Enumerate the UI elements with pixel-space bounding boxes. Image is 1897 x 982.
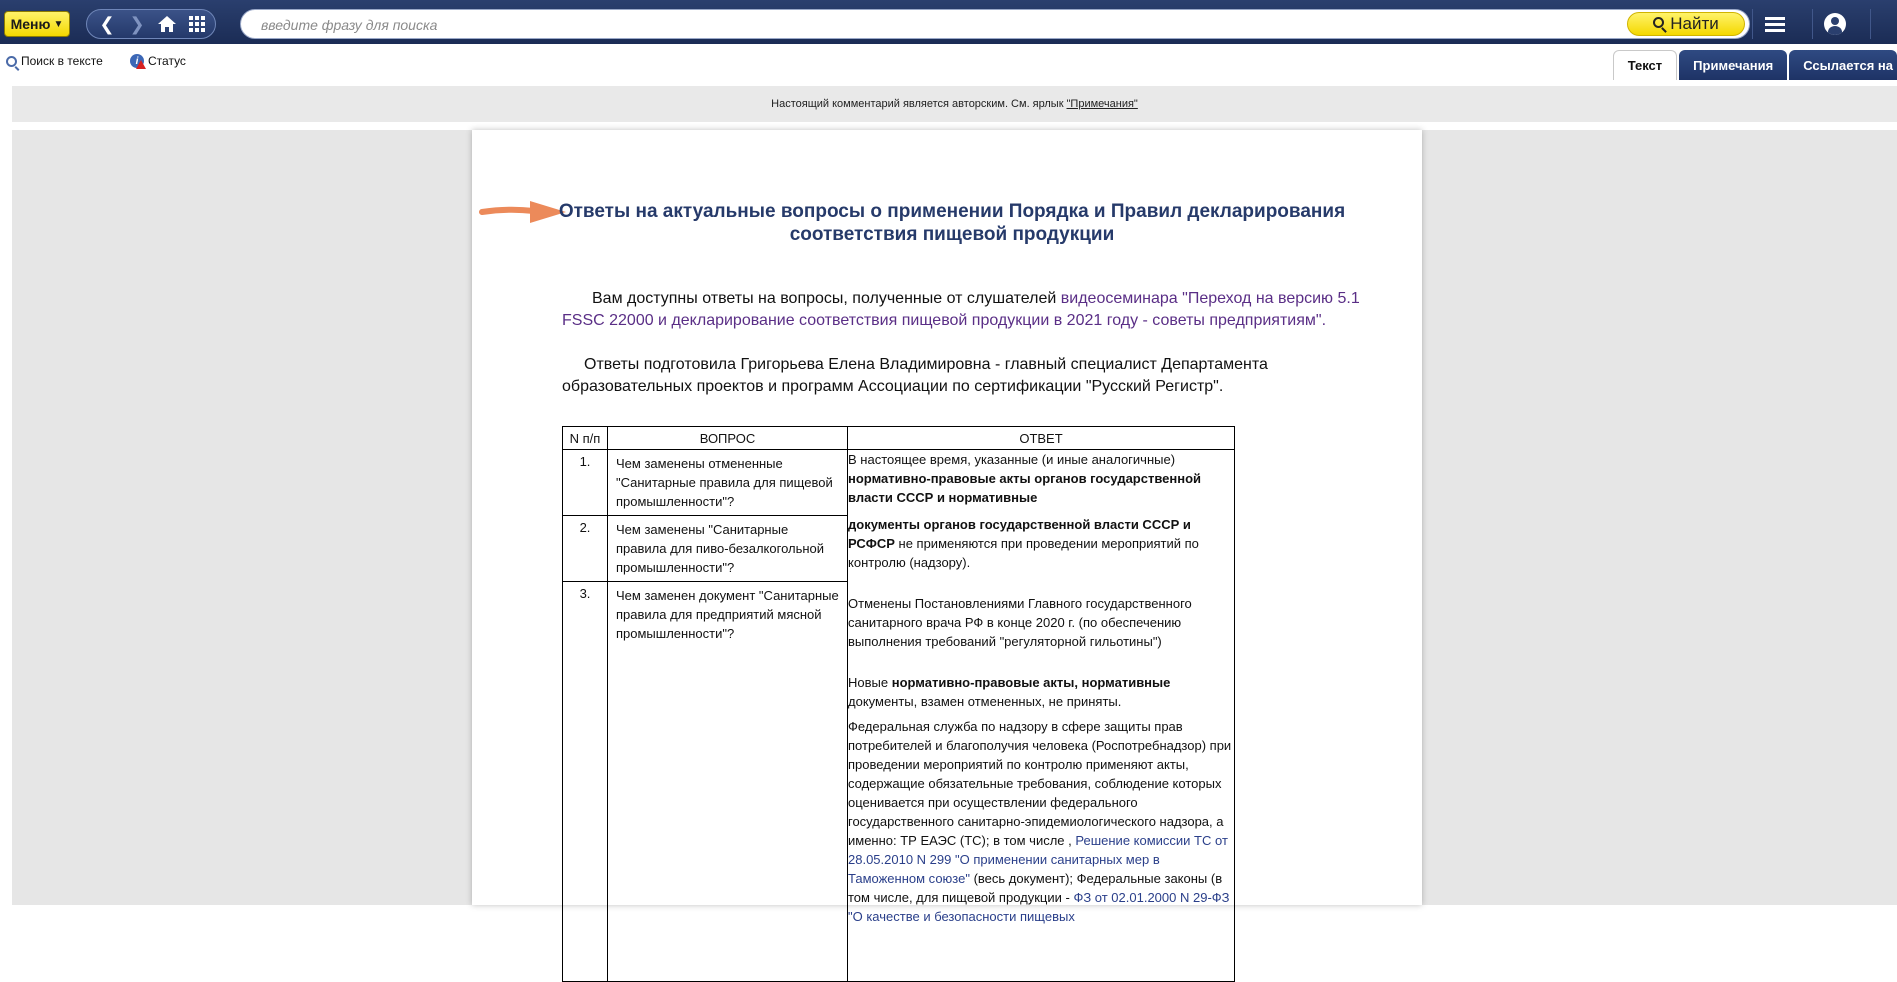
search-input[interactable] — [259, 14, 1633, 36]
answer-text: (весь документ); Федеральные законы (в том числе, для пищевой продукции - — [848, 871, 1223, 905]
answer-text: не применяются при проведении мероприятий по контролю (надзору). — [848, 536, 1199, 570]
federal-law-link[interactable]: ФЗ от 02.01.2000 N 29-ФЗ "О качестве и безопасности пищевых — [848, 890, 1230, 924]
author-paragraph: Ответы подготовила Григорьева Елена Владимировна - главный специалист Департамента образовательных проектов и программ Ассоциации по сертификации "Русский Регистр". — [562, 356, 1268, 395]
row-number: 3. — [563, 582, 608, 982]
answer-paragraph — [848, 717, 1234, 926]
row-number: 2. — [563, 516, 608, 582]
extra-icon[interactable] — [1870, 9, 1897, 39]
tab-notes-label: Примечания — [1693, 57, 1774, 73]
qa-table — [562, 426, 1235, 982]
answer-bold-text: нормативно-правовые акты, нормативные — [891, 675, 1171, 690]
row-question: Чем заменены "Санитарные правила для пиво-безалкогольной промышленности"? — [608, 516, 848, 582]
tab-text[interactable] — [1613, 50, 1677, 80]
table-header-row — [563, 427, 1235, 450]
customs-union-decision-link[interactable]: Решение комиссии ТС от 28.05.2010 N 299 "О применении санитарных мер в Таможенном союзе" — [848, 833, 1228, 886]
document-page — [472, 130, 1422, 924]
grid-apps-icon[interactable] — [183, 11, 211, 37]
notice-text: Настоящий комментарий является авторским. См. ярлык — [771, 98, 1064, 110]
answer-text: Федеральная служба по надзору в сфере защиты прав потребителей и благополучия человека (Роспотребнадзор) при проведении мероприятий по контролю применяют акты, содержащие обязательные требования, соблюдение которых оценивается при осуществлении федерального государственного санитарно-эпидемиологического надзора, а именно: ТР ЕАЭС (ТС); в том числе , — [848, 719, 1232, 848]
status-button[interactable] — [130, 54, 186, 68]
row-number: 1. — [563, 450, 608, 516]
document-area — [12, 130, 1897, 924]
column-header-answer: ОТВЕТ — [848, 427, 1235, 450]
answer-paragraph — [848, 450, 1234, 507]
find-button[interactable] — [1627, 12, 1745, 36]
document-title: Ответы на актуальные вопросы о применении Порядка и Правил декларирования соответствия пищевой продукции — [558, 201, 1346, 245]
tab-references[interactable] — [1789, 50, 1897, 80]
toolbar — [0, 44, 1897, 80]
answer-text: документы, взамен отмененных, не приняты. — [848, 694, 1122, 709]
row-question: Чем заменены отмененные "Санитарные правила для пищевой промышленности"? — [608, 450, 848, 516]
answer-paragraph — [848, 515, 1234, 572]
info-warning-icon: i — [130, 54, 144, 68]
table-row — [563, 450, 1235, 516]
answer-bold-text: нормативно-правовые акты органов государственной власти СССР и нормативные — [848, 471, 1202, 505]
caret-down-icon: ▼ — [53, 18, 64, 30]
status-label: Статус — [148, 54, 186, 68]
search-icon — [1653, 17, 1664, 28]
column-header-question: ВОПРОС — [608, 427, 848, 450]
hamburger-menu-icon[interactable] — [1752, 9, 1797, 39]
menu-button[interactable] — [4, 11, 70, 37]
home-icon[interactable] — [153, 11, 181, 37]
column-header-number: N п/п — [563, 427, 608, 450]
top-bar — [0, 0, 1897, 44]
answer-paragraph: Отменены Постановлениями Главного государственного санитарного врача РФ в конце 2020 г. (по обеспечению выполнения требований "регуляторной гильотины") — [848, 596, 1192, 649]
answer-text: В настоящее время, указанные (и иные аналогичные) — [848, 452, 1176, 467]
search-in-text-label: Поиск в тексте — [21, 54, 103, 68]
row-question: Чем заменен документ "Санитарные правила для предприятий мясной промышленности"? — [608, 582, 848, 982]
answer-cell — [848, 450, 1235, 982]
search-bar — [240, 9, 1750, 39]
tab-references-label: Ссылается на — [1803, 57, 1893, 73]
back-arrow-icon[interactable]: ❮ — [99, 13, 115, 34]
search-in-text-button[interactable] — [6, 54, 103, 68]
user-profile-icon[interactable] — [1812, 9, 1857, 39]
doc-tabs — [1611, 50, 1897, 80]
intro-text: Вам доступны ответы на вопросы, полученные от слушателей — [592, 290, 1057, 307]
magnifier-icon — [6, 56, 17, 67]
seminar-link[interactable]: видеосеминара "Переход на версию 5.1 FSSC 22000 и декларирование соответствия пищевой продукции в 2021 году - советы предприятиям". — [562, 290, 1360, 329]
tab-text-label: Текст — [1627, 58, 1663, 73]
forward-arrow-icon[interactable]: ❯ — [129, 13, 145, 34]
answer-text: Новые — [848, 675, 889, 690]
menu-label: Меню — [10, 16, 51, 32]
nav-group — [86, 9, 216, 39]
tab-notes[interactable] — [1679, 50, 1787, 80]
notes-link[interactable]: "Примечания" — [1066, 98, 1138, 110]
find-label: Найти — [1670, 14, 1719, 33]
intro-paragraph — [562, 288, 1382, 332]
answer-bold-text: документы органов государственной власти СССР и РСФСР — [848, 517, 1191, 551]
answer-paragraph — [848, 673, 1234, 711]
notice-bar — [12, 86, 1897, 122]
